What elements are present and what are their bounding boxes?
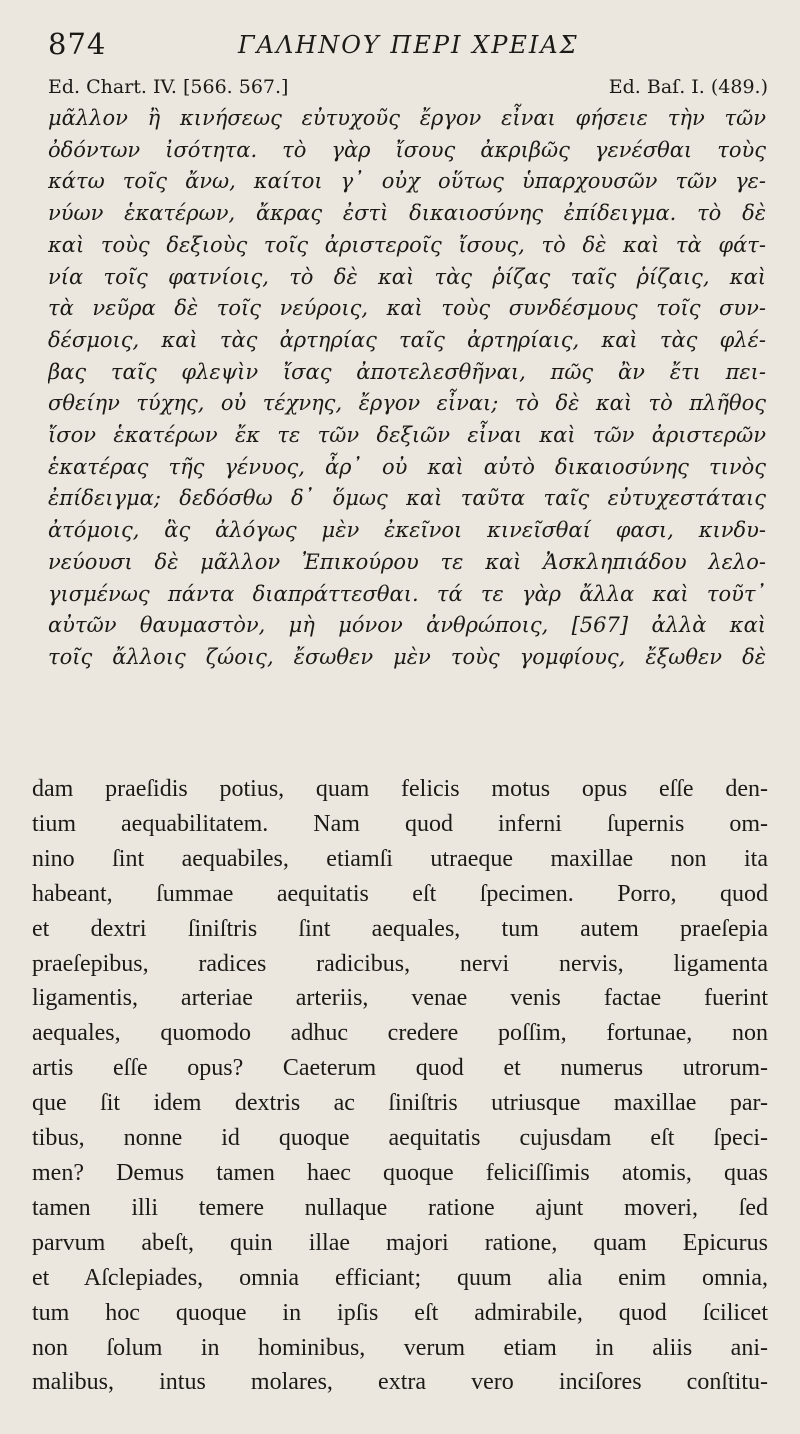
greek-line: καὶ τοὺς δεξιοὺς τοῖς ἀριστεροῖς ἴσους, τὸ δὲ καὶ τὰ φάτ-: [48, 232, 766, 257]
greek-line: νύων ἑκατέρων, ἄκρας ἐστὶ δικαιοσύνης ἐπίδειγμα. τὸ δὲ: [48, 201, 766, 226]
greek-line: ἐπίδειγμα; δεδόσθω δ᾽ ὅμως καὶ ταῦτα ταῖς εὐτυχεστάταις: [48, 486, 766, 511]
greek-line: τοῖς ἄλλοις ζώοις, ἔσωθεν μὲν τοὺς γομφίους, ἔξωθεν δὲ: [48, 644, 766, 669]
page-header: [48, 26, 768, 66]
greek-line: νεύουσι δὲ μᾶλλον Ἐπικούρου τε καὶ Ἀσκληπιάδου λελο-: [48, 549, 766, 574]
latin-line: tibus, nonne id quoque aequitatis cujusdam eſt ſpeci-: [32, 1125, 768, 1152]
latin-line: nino ſint aequabiles, etiamſi utraeque maxillae non ita: [32, 845, 768, 872]
greek-text-block: [48, 103, 766, 674]
latin-line: tium aequabilitatem. Nam quod inferni ſupernis om-: [32, 810, 768, 837]
latin-text-block: [32, 772, 768, 1400]
latin-line: tamen illi temere nullaque ratione ajunt moveri, ſed: [32, 1194, 768, 1221]
latin-line: dam praeſidis potius, quam felicis motus opus eſſe den-: [32, 776, 768, 802]
edition-reference-basel: Ed. Baſ. I. (489.): [608, 76, 768, 98]
greek-line: γισμένως πάντα διαπράττεσθαι. τά τε γὰρ ἄλλα καὶ τοῦτ᾽: [48, 581, 766, 606]
latin-line: et Aſclepiades, omnia efficiant; quum alia enim omnia,: [32, 1264, 768, 1291]
page-number: 874: [48, 27, 107, 61]
greek-line: ὀδόντων ἰσότητα. τὸ γὰρ ἴσους ἀκριβῶς γενέσθαι τοὺς: [48, 137, 766, 162]
greek-line: ἴσον ἑκατέρων ἔκ τε τῶν δεξιῶν εἶναι καὶ τῶν ἀριστερῶν: [48, 423, 766, 448]
greek-line: κάτω τοῖς ἄνω, καίτοι γ᾽ οὐχ οὕτως ὑπαρχουσῶν τῶν γε-: [48, 169, 766, 194]
greek-line: τὰ νεῦρα δὲ τοῖς νεύροις, καὶ τοὺς συνδέσμους τοῖς συν-: [48, 296, 766, 321]
latin-line: artis eſſe opus? Caeterum quod et numerus utrorum-: [32, 1055, 768, 1082]
greek-line: ἑκατέρας τῆς γένυος, ἆρ᾽ οὐ καὶ αὐτὸ δικαιοσύνης τινὸς: [48, 454, 766, 479]
greek-line: μᾶλλον ἢ κινήσεως εὐτυχοῦς ἔργον εἶναι φήσειε τὴν τῶν: [48, 106, 766, 130]
latin-line: non ſolum in hominibus, verum etiam in aliis ani-: [32, 1334, 768, 1361]
latin-line: praeſepibus, radices radicibus, nervi nervis, ligamenta: [32, 950, 768, 977]
greek-line: νία τοῖς φατνίοις, τὸ δὲ καὶ τὰς ῥίζας ταῖς ῥίζαις, καὶ: [48, 264, 766, 289]
latin-line: men? Demus tamen haec quoque feliciſſimis atomis, quas: [32, 1159, 768, 1186]
edition-reference-line: [48, 73, 768, 103]
running-title: ΓΑΛΗΝΟΥ ΠΕΡΙ ΧΡΕΙΑΣ: [238, 31, 579, 59]
greek-line: σθείην τύχης, οὐ τέχνης, ἔργον εἶναι; τὸ δὲ καὶ τὸ πλῆθος: [48, 391, 766, 416]
greek-line: αὐτῶν θαυμαστὸν, μὴ μόνον ἀνθρώποις, [567] ἀλλὰ καὶ: [48, 613, 766, 638]
greek-line: ἀτόμοις, ἃς ἀλόγως μὲν ἐκεῖνοι κινεῖσθαί φασι, κινδυ-: [48, 518, 766, 543]
latin-line: et dextri ſiniſtris ſint aequales, tum autem praeſepia: [32, 915, 768, 942]
latin-line: parvum abeſt, quin illae majori ratione, quam Epicurus: [32, 1229, 768, 1256]
edition-reference-chartier: Ed. Chart. IV. [566. 567.]: [48, 76, 289, 98]
greek-line: δέσμοις, καὶ τὰς ἀρτηρίας ταῖς ἀρτηρίαις, καὶ τὰς φλέ-: [48, 327, 766, 352]
greek-line: βας ταῖς φλεψὶν ἴσας ἀποτελεσθῆναι, πῶς ἂν ἔτι πει-: [48, 359, 766, 384]
latin-line: ligamentis, arteriae arteriis, venae venis factae fuerint: [32, 985, 768, 1012]
latin-line: malibus, intus molares, extra vero inciſores conſtitu-: [32, 1369, 768, 1396]
latin-line: que ſit idem dextris ac ſiniſtris utriusque maxillae par-: [32, 1090, 768, 1117]
latin-line: aequales, quomodo adhuc credere poſſim, fortunae, non: [32, 1020, 768, 1047]
latin-line: tum hoc quoque in ipſis eſt admirabile, quod ſcilicet: [32, 1299, 768, 1326]
latin-line: habeant, ſummae aequitatis eſt ſpecimen. Porro, quod: [32, 880, 768, 907]
